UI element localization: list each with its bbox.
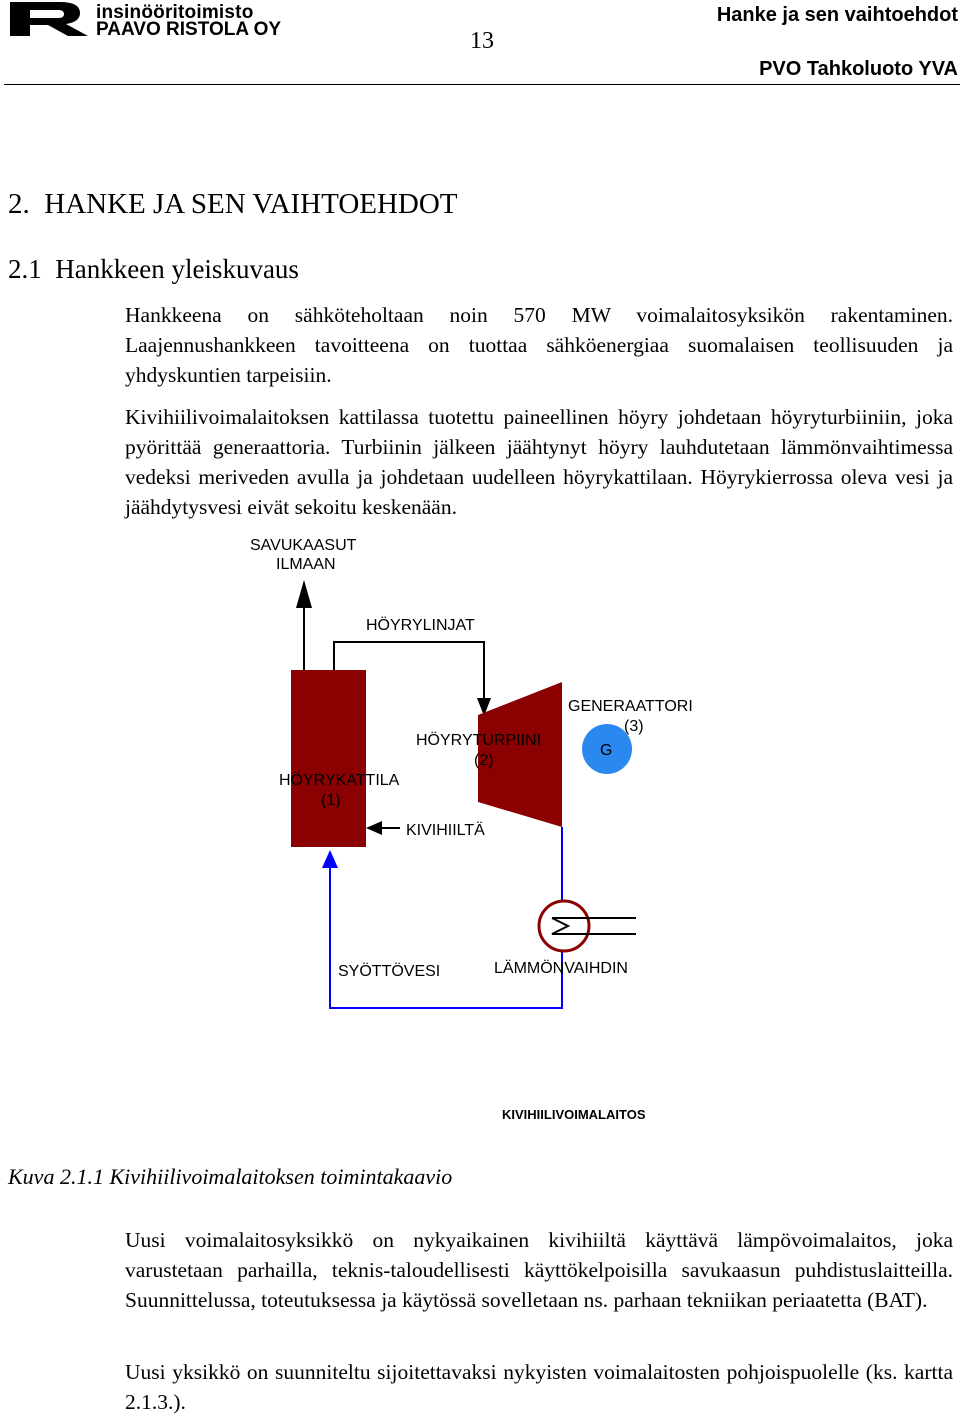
figure-caption: Kuva 2.1.1 Kivihiilivoimalaitoksen toimintakaavio bbox=[8, 1164, 453, 1189]
label-boiler-2: (1) bbox=[321, 792, 341, 809]
paragraph-process: Kivihiilivoimalaitoksen kattilassa tuotettu paineellinen höyry johdetaan höyryturbiiniin, joka pyörittää generaattoria. Turbiinin jälkeen jäähtynyt höyry lauhdutetaan lämmönvaihtimessa vedeksi meriveden avulla ja johdetaan uudelleen höyrykattilaan. Höyrykierrossa oleva vesi ja jäähdytysvesi eivät sekoitu keskenään. bbox=[125, 405, 953, 519]
page-number: 13 bbox=[470, 28, 494, 54]
project-title: PVO Tahkoluoto YVA bbox=[759, 58, 958, 80]
power-plant-diagram bbox=[0, 520, 960, 1130]
label-turbine-2: (2) bbox=[474, 752, 494, 769]
section-title: Hanke ja sen vaihtoehdot bbox=[716, 4, 958, 26]
label-generator-2: (3) bbox=[624, 718, 644, 735]
label-generator-1: GENERAATTORI bbox=[568, 698, 693, 715]
label-boiler-1: HÖYRYKATTILA bbox=[279, 772, 400, 789]
paragraph-intro: Hankkeena on sähköteholtaan noin 570 MW voimalaitosyksikön rakentaminen. Laajennushankkeen tavoitteena on tuottaa sähköenergiaa suomalaisen teollisuuden ja yhdyskuntien tarpeisiin. bbox=[125, 303, 953, 387]
flue-gas-arrowhead-icon bbox=[296, 580, 312, 608]
water-arrowhead-icon bbox=[322, 850, 338, 868]
label-flue-gas-2: ILMAAN bbox=[276, 556, 336, 573]
label-feedwater: SYÖTTÖVESI bbox=[338, 963, 441, 980]
logo-text-line2: PAAVO RISTOLA OY bbox=[96, 19, 282, 40]
water-return-line bbox=[330, 865, 562, 1008]
label-steam-lines: HÖYRYLINJAT bbox=[366, 617, 475, 634]
paragraph-new-unit: Uusi voimalaitosyksikkö on nykyaikainen kivihiiltä käyttävä lämpövoimalaitos, joka varustetaan parhailla, teknis-taloudellisesti käyttökelpoisilla savukaasun puhdistuslaitteilla. Suunnittelussa, toteutuksessa ja käytössä sovelletaan ns. parhaan tekniikan periaatetta (BAT). bbox=[125, 1228, 953, 1312]
label-plant: KIVIHIILIVOIMALAITOS bbox=[502, 1107, 646, 1122]
label-heat-exchanger: LÄMMÖNVAIHDIN bbox=[494, 960, 628, 977]
section-heading: 2.1 Hankkeen yleiskuvaus bbox=[8, 254, 299, 284]
logo-text-line1: insinööritoimisto bbox=[96, 2, 254, 23]
boiler-block bbox=[291, 670, 366, 847]
chapter-heading: 2. HANKE JA SEN VAIHTOEHDOT bbox=[8, 188, 458, 220]
header-divider bbox=[4, 84, 960, 85]
company-logo-icon bbox=[8, 0, 90, 38]
label-coal: KIVIHIILTÄ bbox=[406, 822, 485, 839]
label-turbine-1: HÖYRYTURPIINI bbox=[416, 732, 542, 749]
label-flue-gas-1: SAVUKAASUT bbox=[250, 537, 357, 554]
generator-symbol: G bbox=[600, 742, 613, 759]
heat-exchanger-circle bbox=[539, 901, 589, 951]
paragraph-location: Uusi yksikkö on suunniteltu sijoitettavaksi nykyisten voimalaitosten pohjoispuolelle (ks. kartta 2.1.3.). bbox=[125, 1360, 953, 1414]
coal-arrowhead-icon bbox=[366, 821, 382, 835]
